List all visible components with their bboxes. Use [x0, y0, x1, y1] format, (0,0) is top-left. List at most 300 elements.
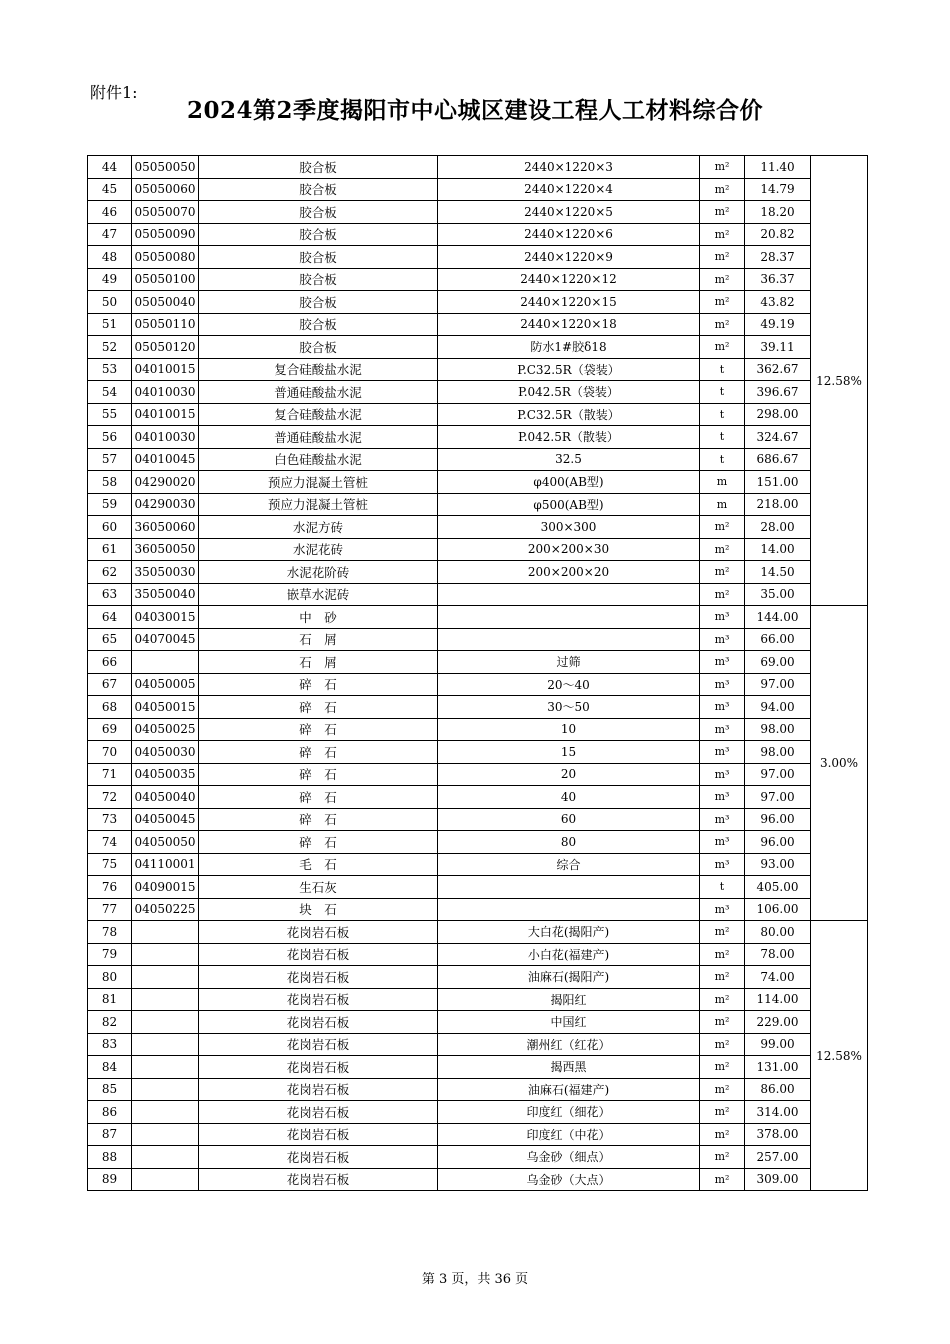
cell-price: 14.00	[745, 538, 811, 561]
cell-no: 84	[88, 1056, 132, 1079]
cell-unit: m²	[700, 291, 745, 314]
cell-spec: P.C32.5R（袋装）	[438, 358, 700, 381]
cell-code	[132, 1078, 199, 1101]
cell-price: 396.67	[745, 381, 811, 404]
cell-unit: m²	[700, 1011, 745, 1034]
cell-material-name: 花岗岩石板	[199, 1011, 438, 1034]
cell-spec: 2440×1220×15	[438, 291, 700, 314]
cell-price: 114.00	[745, 988, 811, 1011]
cell-no: 89	[88, 1168, 132, 1191]
cell-no: 72	[88, 786, 132, 809]
cell-spec: 综合	[438, 853, 700, 876]
cell-spec: 20～40	[438, 673, 700, 696]
cell-spec: 20	[438, 763, 700, 786]
cell-price: 324.67	[745, 426, 811, 449]
cell-material-name: 碎 石	[199, 718, 438, 741]
cell-material-name: 复合硅酸盐水泥	[199, 403, 438, 426]
cell-unit: m²	[700, 268, 745, 291]
cell-unit: m²	[700, 538, 745, 561]
table-row	[88, 336, 868, 359]
cell-code	[132, 1033, 199, 1056]
table-row	[88, 1101, 868, 1124]
cell-code: 35050030	[132, 561, 199, 584]
cell-unit: m²	[700, 201, 745, 224]
cell-spec: 15	[438, 741, 700, 764]
cell-code: 04050035	[132, 763, 199, 786]
cell-code: 05050050	[132, 156, 199, 179]
cell-spec: 32.5	[438, 448, 700, 471]
cell-spec: 印度红（中花）	[438, 1123, 700, 1146]
cell-no: 75	[88, 853, 132, 876]
cell-unit: m³	[700, 786, 745, 809]
cell-material-name: 花岗岩石板	[199, 1168, 438, 1191]
cell-code: 04110001	[132, 853, 199, 876]
cell-price: 36.37	[745, 268, 811, 291]
table-row	[88, 763, 868, 786]
cell-material-name: 胶合板	[199, 156, 438, 179]
cell-price: 80.00	[745, 921, 811, 944]
table-row	[88, 426, 868, 449]
table-row	[88, 201, 868, 224]
cell-material-name: 预应力混凝土管桩	[199, 493, 438, 516]
cell-no: 88	[88, 1146, 132, 1169]
cell-spec: 10	[438, 718, 700, 741]
cell-material-name: 胶合板	[199, 291, 438, 314]
price-table	[87, 155, 868, 1191]
cell-spec: 印度红（细花）	[438, 1101, 700, 1124]
cell-spec: P.042.5R（散装）	[438, 426, 700, 449]
cell-code: 04050040	[132, 786, 199, 809]
cell-code	[132, 988, 199, 1011]
cell-spec	[438, 876, 700, 899]
table-row	[88, 223, 868, 246]
cell-no: 87	[88, 1123, 132, 1146]
cell-spec: 防水1#胶δ18	[438, 336, 700, 359]
cell-unit: m³	[700, 606, 745, 629]
cell-material-name: 胶合板	[199, 201, 438, 224]
cell-code: 05050090	[132, 223, 199, 246]
cell-material-name: 胶合板	[199, 246, 438, 269]
cell-no: 55	[88, 403, 132, 426]
cell-unit: t	[700, 381, 745, 404]
cell-spec: 小白花(福建产)	[438, 943, 700, 966]
cell-material-name: 花岗岩石板	[199, 1101, 438, 1124]
cell-material-name: 石 屑	[199, 628, 438, 651]
cell-material-name: 碎 石	[199, 673, 438, 696]
table-row	[88, 1078, 868, 1101]
cell-unit: m²	[700, 156, 745, 179]
cell-code: 04010015	[132, 403, 199, 426]
cell-price: 229.00	[745, 1011, 811, 1034]
cell-price: 97.00	[745, 763, 811, 786]
cell-price: 131.00	[745, 1056, 811, 1079]
table-row	[88, 921, 868, 944]
cell-code: 04050045	[132, 808, 199, 831]
cell-price: 314.00	[745, 1101, 811, 1124]
table-row	[88, 1056, 868, 1079]
cell-spec: 揭阳红	[438, 988, 700, 1011]
cell-no: 68	[88, 696, 132, 719]
cell-price: 97.00	[745, 786, 811, 809]
cell-code: 36050060	[132, 516, 199, 539]
table-row	[88, 831, 868, 854]
cell-no: 48	[88, 246, 132, 269]
cell-unit: m	[700, 471, 745, 494]
cell-unit: m²	[700, 246, 745, 269]
cell-unit: m²	[700, 1101, 745, 1124]
cell-material-name: 花岗岩石板	[199, 943, 438, 966]
cell-spec: 潮州红（红花）	[438, 1033, 700, 1056]
cell-code: 05050120	[132, 336, 199, 359]
cell-material-name: 碎 石	[199, 696, 438, 719]
table-row	[88, 988, 868, 1011]
table-row	[88, 651, 868, 674]
cell-material-name: 白色硅酸盐水泥	[199, 448, 438, 471]
cell-code: 04290020	[132, 471, 199, 494]
cell-unit: m³	[700, 853, 745, 876]
cell-unit: m³	[700, 898, 745, 921]
cell-spec: 200×200×20	[438, 561, 700, 584]
cell-material-name: 生石灰	[199, 876, 438, 899]
cell-material-name: 花岗岩石板	[199, 921, 438, 944]
cell-no: 66	[88, 651, 132, 674]
cell-no: 65	[88, 628, 132, 651]
cell-spec: 乌金砂（细点）	[438, 1146, 700, 1169]
cell-price: 96.00	[745, 808, 811, 831]
cell-no: 45	[88, 178, 132, 201]
cell-spec	[438, 583, 700, 606]
cell-price: 96.00	[745, 831, 811, 854]
cell-code: 04090015	[132, 876, 199, 899]
cell-material-name: 水泥花阶砖	[199, 561, 438, 584]
cell-spec: φ400(AB型)	[438, 471, 700, 494]
cell-material-name: 碎 石	[199, 786, 438, 809]
cell-no: 47	[88, 223, 132, 246]
table-row	[88, 696, 868, 719]
cell-spec: 2440×1220×18	[438, 313, 700, 336]
cell-no: 60	[88, 516, 132, 539]
cell-material-name: 嵌草水泥砖	[199, 583, 438, 606]
cell-price: 218.00	[745, 493, 811, 516]
cell-spec: φ500(AB型)	[438, 493, 700, 516]
cell-unit: m²	[700, 178, 745, 201]
cell-unit: m²	[700, 336, 745, 359]
cell-spec: 300×300	[438, 516, 700, 539]
cell-no: 67	[88, 673, 132, 696]
table-row	[88, 403, 868, 426]
table-row	[88, 1168, 868, 1191]
cell-material-name: 胶合板	[199, 313, 438, 336]
cell-unit: m²	[700, 1123, 745, 1146]
cell-code: 05050040	[132, 291, 199, 314]
page-title: 2024第2季度揭阳市中心城区建设工程人工材料综合价	[186, 97, 764, 124]
cell-no: 58	[88, 471, 132, 494]
cell-no: 64	[88, 606, 132, 629]
table-row	[88, 268, 868, 291]
cell-spec: P.042.5R（袋装）	[438, 381, 700, 404]
cell-price: 49.19	[745, 313, 811, 336]
cell-no: 77	[88, 898, 132, 921]
cell-no: 54	[88, 381, 132, 404]
cell-material-name: 石 屑	[199, 651, 438, 674]
cell-material-name: 毛 石	[199, 853, 438, 876]
cell-price: 69.00	[745, 651, 811, 674]
cell-price: 35.00	[745, 583, 811, 606]
cell-unit: m³	[700, 651, 745, 674]
cell-material-name: 花岗岩石板	[199, 1078, 438, 1101]
cell-code: 05050080	[132, 246, 199, 269]
cell-code	[132, 921, 199, 944]
cell-price: 86.00	[745, 1078, 811, 1101]
cell-price: 99.00	[745, 1033, 811, 1056]
cell-spec: 大白花(揭阳产)	[438, 921, 700, 944]
cell-unit: t	[700, 358, 745, 381]
cell-unit: t	[700, 448, 745, 471]
cell-code: 05050110	[132, 313, 199, 336]
cell-code	[132, 943, 199, 966]
cell-unit: m²	[700, 1056, 745, 1079]
cell-spec: 80	[438, 831, 700, 854]
table-row	[88, 876, 868, 899]
cell-code: 04050050	[132, 831, 199, 854]
table-row	[88, 1011, 868, 1034]
table-row	[88, 606, 868, 629]
cell-material-name: 花岗岩石板	[199, 988, 438, 1011]
cell-code	[132, 1123, 199, 1146]
cell-spec: 2440×1220×4	[438, 178, 700, 201]
cell-spec: 2440×1220×5	[438, 201, 700, 224]
table-row	[88, 741, 868, 764]
cell-code: 04010045	[132, 448, 199, 471]
cell-code	[132, 966, 199, 989]
cell-unit: m²	[700, 516, 745, 539]
table-row	[88, 538, 868, 561]
cell-spec: 乌金砂（大点）	[438, 1168, 700, 1191]
cell-spec: 2440×1220×9	[438, 246, 700, 269]
cell-material-name: 花岗岩石板	[199, 1056, 438, 1079]
cell-material-name: 复合硅酸盐水泥	[199, 358, 438, 381]
cell-price: 66.00	[745, 628, 811, 651]
cell-unit: m²	[700, 223, 745, 246]
cell-material-name: 胶合板	[199, 223, 438, 246]
cell-spec: 中国红	[438, 1011, 700, 1034]
table-row	[88, 381, 868, 404]
cell-price: 686.67	[745, 448, 811, 471]
cell-price: 98.00	[745, 718, 811, 741]
cell-unit: m³	[700, 628, 745, 651]
cell-price: 14.50	[745, 561, 811, 584]
table-row	[88, 943, 868, 966]
cell-unit: t	[700, 876, 745, 899]
cell-price: 28.37	[745, 246, 811, 269]
cell-no: 78	[88, 921, 132, 944]
table-row	[88, 1123, 868, 1146]
cell-price: 74.00	[745, 966, 811, 989]
cell-code: 04070045	[132, 628, 199, 651]
cell-spec: P.C32.5R（散装）	[438, 403, 700, 426]
cell-no: 81	[88, 988, 132, 1011]
cell-code	[132, 1056, 199, 1079]
cell-price: 14.79	[745, 178, 811, 201]
cell-unit: m³	[700, 673, 745, 696]
cell-code: 04050015	[132, 696, 199, 719]
table-row	[88, 1146, 868, 1169]
cell-material-name: 花岗岩石板	[199, 1123, 438, 1146]
cell-no: 57	[88, 448, 132, 471]
cell-price: 362.67	[745, 358, 811, 381]
cell-spec: 30～50	[438, 696, 700, 719]
cell-spec: 揭西黑	[438, 1056, 700, 1079]
cell-material-name: 碎 石	[199, 808, 438, 831]
cell-material-name: 碎 石	[199, 763, 438, 786]
table-row	[88, 786, 868, 809]
cell-code: 04010015	[132, 358, 199, 381]
cell-unit: m²	[700, 921, 745, 944]
cell-unit: m³	[700, 831, 745, 854]
cell-material-name: 碎 石	[199, 741, 438, 764]
table-row	[88, 448, 868, 471]
cell-unit: m²	[700, 1033, 745, 1056]
cell-code	[132, 651, 199, 674]
cell-code: 05050100	[132, 268, 199, 291]
cell-unit: m²	[700, 1078, 745, 1101]
cell-code: 04010030	[132, 381, 199, 404]
cell-no: 52	[88, 336, 132, 359]
cell-code: 04050025	[132, 718, 199, 741]
cell-code	[132, 1011, 199, 1034]
cell-price: 78.00	[745, 943, 811, 966]
cell-no: 82	[88, 1011, 132, 1034]
cell-material-name: 胶合板	[199, 268, 438, 291]
cell-unit: m²	[700, 943, 745, 966]
cell-unit: m³	[700, 741, 745, 764]
cell-price: 106.00	[745, 898, 811, 921]
cell-unit: m³	[700, 718, 745, 741]
cell-material-name: 普通硅酸盐水泥	[199, 381, 438, 404]
cell-price: 144.00	[745, 606, 811, 629]
cell-spec: 2440×1220×12	[438, 268, 700, 291]
cell-price: 298.00	[745, 403, 811, 426]
cell-spec: 200×200×30	[438, 538, 700, 561]
cell-price: 98.00	[745, 741, 811, 764]
cell-no: 56	[88, 426, 132, 449]
cell-code: 04290030	[132, 493, 199, 516]
cell-price: 257.00	[745, 1146, 811, 1169]
cell-material-name: 花岗岩石板	[199, 1033, 438, 1056]
cell-no: 46	[88, 201, 132, 224]
cell-no: 74	[88, 831, 132, 854]
cell-no: 79	[88, 943, 132, 966]
cell-spec: 40	[438, 786, 700, 809]
attachment-label: 附件1:	[90, 83, 138, 102]
cell-code: 05050060	[132, 178, 199, 201]
cell-spec	[438, 628, 700, 651]
cell-price: 20.82	[745, 223, 811, 246]
cell-no: 69	[88, 718, 132, 741]
cell-no: 85	[88, 1078, 132, 1101]
cell-spec: 过筛	[438, 651, 700, 674]
cell-no: 73	[88, 808, 132, 831]
table-row	[88, 718, 868, 741]
cell-code	[132, 1146, 199, 1169]
table-row	[88, 516, 868, 539]
table-row	[88, 583, 868, 606]
price-table-body	[88, 156, 868, 1191]
table-row	[88, 178, 868, 201]
cell-no: 50	[88, 291, 132, 314]
cell-no: 76	[88, 876, 132, 899]
cell-material-name: 花岗岩石板	[199, 1146, 438, 1169]
table-row	[88, 291, 868, 314]
cell-spec: 2440×1220×6	[438, 223, 700, 246]
cell-price: 309.00	[745, 1168, 811, 1191]
cell-price: 94.00	[745, 696, 811, 719]
table-row	[88, 628, 868, 651]
cell-material-name: 块 石	[199, 898, 438, 921]
table-row	[88, 1033, 868, 1056]
cell-material-name: 水泥花砖	[199, 538, 438, 561]
table-row	[88, 853, 868, 876]
cell-code: 05050070	[132, 201, 199, 224]
cell-no: 63	[88, 583, 132, 606]
cell-rate: 12.58%	[811, 156, 868, 606]
cell-unit: m³	[700, 696, 745, 719]
cell-material-name: 中 砂	[199, 606, 438, 629]
cell-unit: t	[700, 426, 745, 449]
cell-unit: m³	[700, 763, 745, 786]
cell-material-name: 水泥方砖	[199, 516, 438, 539]
page-footer: 第 3 页，共 36 页	[421, 1272, 529, 1287]
cell-material-name: 普通硅酸盐水泥	[199, 426, 438, 449]
cell-code: 04050225	[132, 898, 199, 921]
cell-code: 04030015	[132, 606, 199, 629]
cell-price: 405.00	[745, 876, 811, 899]
cell-spec	[438, 898, 700, 921]
cell-price: 28.00	[745, 516, 811, 539]
cell-no: 61	[88, 538, 132, 561]
cell-material-name: 花岗岩石板	[199, 966, 438, 989]
table-row	[88, 561, 868, 584]
table-row	[88, 898, 868, 921]
cell-code: 36050050	[132, 538, 199, 561]
cell-no: 80	[88, 966, 132, 989]
cell-no: 59	[88, 493, 132, 516]
cell-no: 49	[88, 268, 132, 291]
cell-no: 44	[88, 156, 132, 179]
cell-spec: 60	[438, 808, 700, 831]
cell-material-name: 胶合板	[199, 178, 438, 201]
table-row	[88, 358, 868, 381]
cell-unit: m²	[700, 966, 745, 989]
cell-unit: t	[700, 403, 745, 426]
cell-unit: m²	[700, 1146, 745, 1169]
cell-price: 11.40	[745, 156, 811, 179]
cell-unit: m²	[700, 561, 745, 584]
cell-code	[132, 1168, 199, 1191]
cell-spec: 油麻石(福建产)	[438, 1078, 700, 1101]
cell-no: 86	[88, 1101, 132, 1124]
cell-code: 04010030	[132, 426, 199, 449]
table-row	[88, 673, 868, 696]
cell-unit: m³	[700, 808, 745, 831]
cell-price: 39.11	[745, 336, 811, 359]
cell-unit: m	[700, 493, 745, 516]
cell-no: 51	[88, 313, 132, 336]
cell-unit: m²	[700, 988, 745, 1011]
table-row	[88, 808, 868, 831]
cell-price: 97.00	[745, 673, 811, 696]
table-row	[88, 313, 868, 336]
